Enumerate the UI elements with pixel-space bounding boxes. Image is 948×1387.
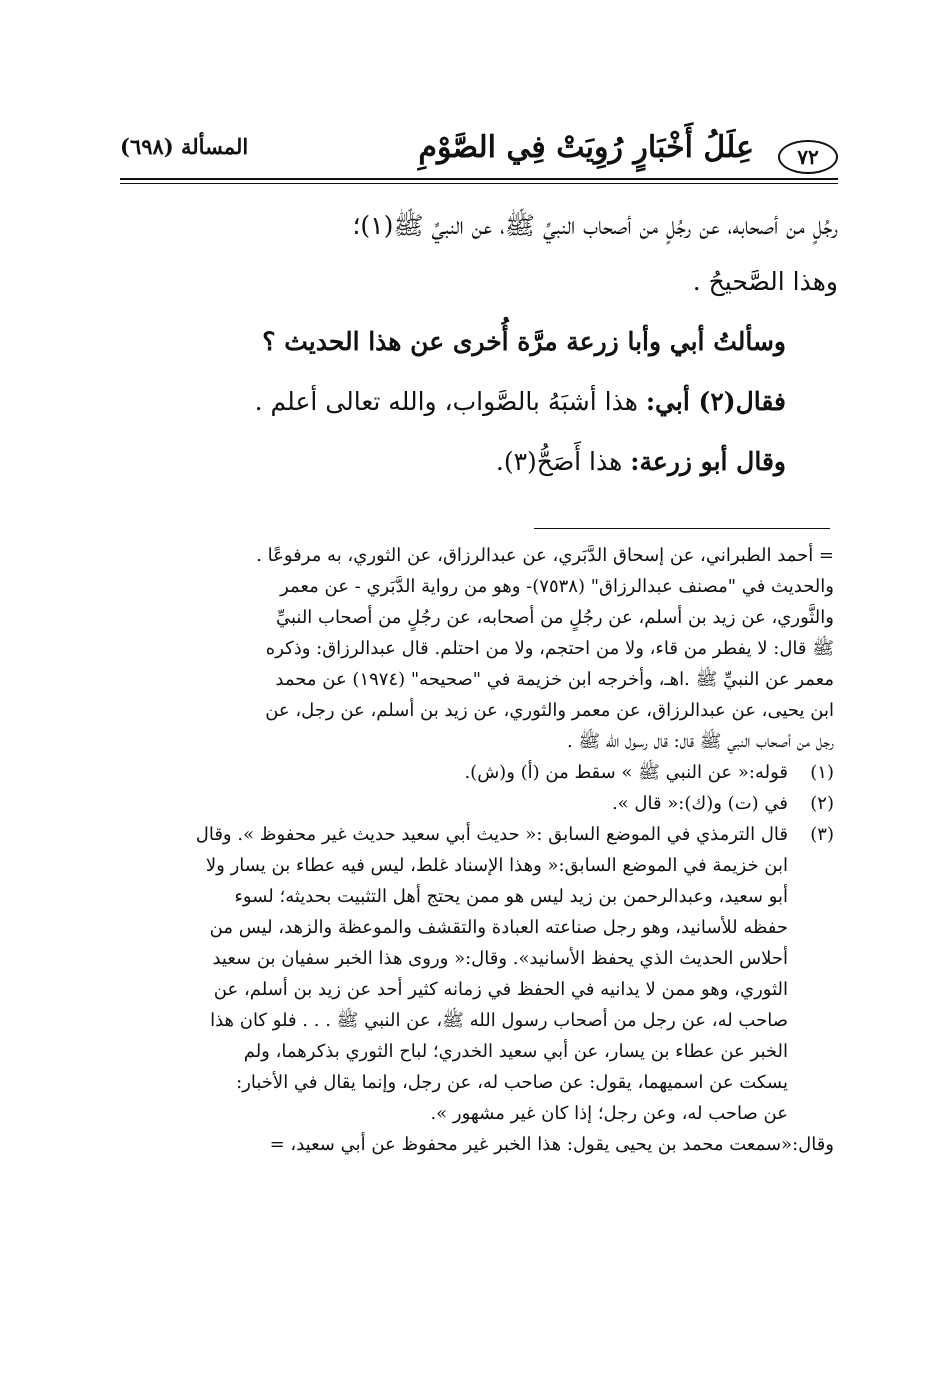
footnote-3-line: ابن خزيمة في الموضع السابق:« وهذا الإسناد غلط، ليس فيه عطاء بن يسار ولا [205,855,788,876]
speaker-abi: فقال(٢) أبي: [645,387,786,416]
page-number: ٧٢ [778,140,838,174]
footnote-3-line: الخبر عن عطاء بن يسار، عن أبي سعيد الخدري؛ لباح الثوري بذكرهما، ولم [243,1041,788,1062]
footnote-3-line: أبو سعيد، وعبدالرحمن بن زيد ليس هو ممن يحتج أهل التثبيت بحديثه؛ لسوء [234,886,788,907]
main-line-3 [118,312,838,372]
main-line-2: وهذا الصَّحيحُ . [692,267,838,296]
footnote-2 [118,788,834,819]
book-title: عِلَلُ أَخْبَارٍ رُوِيَتْ فِي الصَّوْمِ [418,130,754,165]
footnote-2-number: (٢) [810,793,834,814]
header-rule-thin [120,183,838,184]
carry-line: والثَّوري، عن زيد بن أسلم، عن رجُلٍ من أصحابه، عن رجُلٍ من أصحاب النبيِّ [275,607,834,628]
carry-line: رجل من أصحاب النبي ﷺ قال: قال رسول الله ﷺ . [566,731,834,752]
main-line-5 [118,432,838,492]
carry-line: ﷺ قال: لا يفطر من قاء، ولا من احتجم، ولا من احتلم. قال عبدالرزاق: وذكره [265,638,834,659]
carry-line: = أحمد الطبراني، عن إسحاق الدَّبَري، عن عبدالرزاق، عن الثوري، به مرفوعًا . [256,545,834,566]
main-line-1: رجُلٍ من أصحابه، عن رجُلٍ من أصحاب النبيِّ ﷺ، عن النبيِّ ﷺ(١)؛ [352,211,838,240]
footnote-3-line: عن صاحب له، وعن رجل؛ إذا كان غير مشهور ». [430,1103,788,1124]
main-text [118,196,838,492]
footnote-1 [118,757,834,788]
footnote-3-line: حفظه للأسانيد، وهو رجل صناعته العبادة والتقشف والموعظة والزهد، ليس من [209,917,788,938]
speaker-abu-zura: وقال أبو زرعة: [630,447,786,476]
answer-abu-zura: هذا أَصَحُّ(٣). [495,447,631,476]
header-rule-thick [120,178,838,180]
footnote-2-text: في (ت) و(ك):« قال ». [611,793,788,814]
running-header [120,118,838,182]
footnotes [118,540,834,1160]
footnote-3-line: الثوري، وهو ممن لا يدانيه في الحفظ في زمانه كثير أحد عن زيد بن أسلم، عن [213,979,788,1000]
footnote-1-text: قوله:« عن النبي ﷺ » سقط من (أ) و(ش). [464,762,788,783]
footnote-3-line: يسكت عن اسميهما، يقول: عن صاحب له، عن رجل، وإنما يقال في الأخبار: [236,1072,788,1093]
footnote-3-text: قال الترمذي في الموضع السابق :« حديث أبي سعيد حديث غير محفوظ ». وقال [195,824,788,845]
carry-line: والحديث في "مصنف عبدالرزاق" (٧٥٣٨)- وهو من رواية الدَّبَري - عن معمر [280,576,834,597]
footnote-3-line: أحلاس الحديث الذي يحفظ الأسانيد». وقال:« وروى هذا الخبر سفيان بن سعيد [212,948,788,969]
main-line-4 [118,372,838,432]
footnote-separator [534,528,830,529]
answer-abi: هذا أشبَهُ بالصَّواب، والله تعالى أعلم . [254,387,646,416]
question-text: وسألتُ أبي وأبا زرعة مرَّة أُخرى عن هذا الحديث ؟ [262,327,786,356]
carry-line: معمر عن النبيِّ ﷺ .اهـ، وأخرجه ابن خزيمة في "صحيحه" (١٩٧٤) عن محمد [275,669,834,690]
carry-line: ابن يحيى، عن عبدالرزاق، عن معمر والثوري، عن زيد بن أسلم، عن رجل، عن [265,700,834,721]
footnote-3-line: صاحب له، عن رجل من أصحاب رسول الله ﷺ، عن النبي ﷺ . . . فلو كان هذا [210,1010,788,1031]
footnote-3-number: (٣) [810,824,834,845]
footnote-1-number: (١) [810,762,834,783]
footnote-last-line: وقال:«سمعت محمد بن يحيى يقول: هذا الخبر غير محفوظ عن أبي سعيد، = [269,1134,834,1155]
footnote-3 [118,819,834,850]
issue-number: المسألة (٦٩٨) [120,134,249,159]
